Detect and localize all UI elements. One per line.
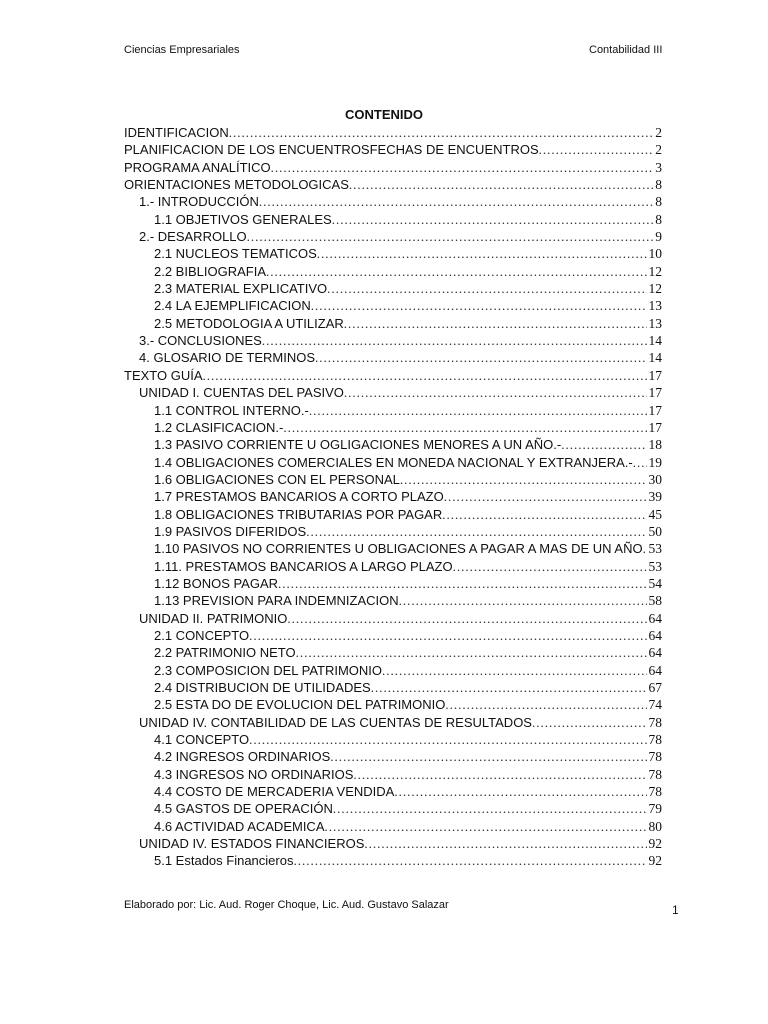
toc-entry-title: PLANIFICACION DE LOS ENCUENTROSFECHAS DE ENCUENTROS <box>124 142 539 158</box>
toc-entry <box>124 748 662 765</box>
page-title: CONTENIDO <box>345 107 423 122</box>
toc-entry-title: 2.5 METODOLOGIA A UTILIZAR <box>154 315 344 331</box>
toc-entry-page: 78 <box>648 766 662 782</box>
toc-entry-page: 78 <box>648 714 662 730</box>
toc-dot-leader <box>442 506 646 523</box>
toc-entry <box>124 662 662 679</box>
toc-entry-title: 1.9 PASIVOS DIFERIDOS <box>154 523 307 539</box>
toc-entry <box>124 228 662 245</box>
toc-entry-title: 1.8 OBLIGACIONES TRIBUTARIAS POR PAGAR <box>154 506 443 522</box>
toc-entry-page: 64 <box>648 627 662 643</box>
toc-entry-page: 53 <box>648 541 662 557</box>
toc-entry <box>124 852 662 869</box>
toc-dot-leader <box>394 783 646 800</box>
toc-entry <box>124 297 662 314</box>
toc-entry <box>124 558 662 575</box>
toc-entry <box>124 349 662 366</box>
toc-entry <box>124 766 662 783</box>
toc-entry-title: 1.1 CONTROL INTERNO.- <box>154 402 309 418</box>
toc-dot-leader <box>344 315 647 332</box>
toc-entry-page: 12 <box>648 263 662 279</box>
toc-entry-title: 1.7 PRESTAMOS BANCARIOS A CORTO PLAZO <box>154 489 444 505</box>
toc-entry-page: 58 <box>648 593 662 609</box>
toc-entry-title: 4. GLOSARIO DE TERMINOS <box>139 350 316 366</box>
toc-entry-title: 2.1 NUCLEOS TEMATICOS <box>154 246 317 262</box>
toc-entry-page: 64 <box>648 645 662 661</box>
toc-dot-leader <box>262 332 647 349</box>
toc-entry <box>124 523 662 540</box>
toc-entry-page: 67 <box>648 680 662 695</box>
toc-entry <box>124 835 662 852</box>
toc-dot-leader <box>539 141 654 158</box>
toc-entry-page: 17 <box>648 385 662 401</box>
toc-entry <box>124 211 662 228</box>
toc-entry <box>124 367 662 384</box>
toc-dot-leader <box>400 471 647 488</box>
toc-dot-leader <box>293 852 646 869</box>
toc-entry-page: 78 <box>648 732 662 748</box>
toc-entry-title: 1.- INTRODUCCIÓN <box>139 194 259 210</box>
toc-entry <box>124 696 662 713</box>
toc-entry-title: 4.4 COSTO DE MERCADERIA VENDIDA <box>154 784 395 800</box>
toc-entry <box>124 193 662 210</box>
toc-entry-title: 4.6 ACTIVIDAD ACADEMICA <box>154 818 325 834</box>
toc-dot-leader <box>330 748 646 765</box>
toc-dot-leader <box>266 263 647 280</box>
toc-entry-title: 2.3 COMPOSICION DEL PATRIMONIO <box>154 662 383 678</box>
toc-entry-title: 1.12 BONOS PAGAR <box>154 575 279 591</box>
toc-entry-title: 3.- CONCLUSIONES <box>139 333 262 349</box>
header-left-text: Ciencias Empresariales <box>124 44 240 56</box>
toc-entry-title: 2.2 BIBLIOGRAFIA <box>154 263 266 279</box>
toc-dot-leader <box>327 280 646 297</box>
toc-entry <box>124 141 662 158</box>
toc-dot-leader <box>445 696 646 713</box>
toc-entry <box>124 124 662 141</box>
toc-entry <box>124 818 662 835</box>
toc-entry-page: 39 <box>648 489 662 505</box>
toc-entry-page: 45 <box>648 506 662 522</box>
toc-entry-page: 8 <box>655 194 662 210</box>
toc-dot-leader <box>333 800 647 817</box>
toc-entry-title: 2.- DESARROLLO <box>139 229 247 245</box>
toc-entry-title: 1.3 PASIVO CORRIENTE U OGLIGACIONES MENORES A UN AÑO.- <box>154 437 562 453</box>
toc-entry-title: 4.2 INGRESOS ORDINARIOS <box>154 749 331 765</box>
toc-dot-leader <box>399 592 647 609</box>
toc-entry-page: 80 <box>648 818 662 834</box>
toc-entry-page: 12 <box>648 281 662 297</box>
toc-entry-page: 53 <box>648 558 662 574</box>
toc-dot-leader <box>259 193 653 210</box>
toc-entry-title: TEXTO GUÍA <box>124 367 203 383</box>
toc-dot-leader <box>317 245 647 262</box>
toc-entry-page: 92 <box>648 836 662 852</box>
toc-entry-page: 2 <box>655 142 662 158</box>
toc-entry-page: 9 <box>655 229 662 245</box>
toc-dot-leader <box>249 627 646 644</box>
toc-entry <box>124 575 662 592</box>
toc-entry-page: 79 <box>648 801 662 817</box>
toc-dot-leader <box>287 610 646 627</box>
toc-entry <box>124 506 662 523</box>
toc-entry <box>124 783 662 800</box>
toc-entry-title: 1.10 PASIVOS NO CORRIENTES U OBLIGACIONES A PAGAR A MAS DE UN AÑO <box>154 541 643 557</box>
toc-entry <box>124 454 662 471</box>
toc-entry <box>124 627 662 644</box>
footer-page-number: 1 <box>672 903 679 917</box>
toc-dot-leader <box>344 384 647 401</box>
toc-entry-page: 2 <box>655 125 662 140</box>
toc-entry-title: 2.4 DISTRIBUCION DE UTILIDADES <box>154 680 371 695</box>
toc-entry-page: 64 <box>648 610 662 626</box>
toc-entry-title: 2.3 MATERIAL EXPLICATIVO <box>154 281 328 297</box>
toc-entry-page: 92 <box>648 853 662 869</box>
footer-author: Elaborado por: Lic. Aud. Roger Choque, Lic. Aud. Gustavo Salazar <box>124 899 449 911</box>
toc-entry <box>124 714 662 731</box>
toc-entry-title: 4.3 INGRESOS NO ORDINARIOS <box>154 766 354 782</box>
toc-dot-leader <box>332 211 654 228</box>
toc-entry-page: 14 <box>648 333 662 349</box>
toc-entry-page: 3 <box>655 159 662 175</box>
toc-dot-leader <box>561 436 646 453</box>
toc-dot-leader <box>315 349 646 366</box>
toc-entry-page: 78 <box>648 749 662 765</box>
toc-dot-leader <box>311 297 647 314</box>
toc-entry-page: 8 <box>655 211 662 227</box>
toc-entry-title: 4.5 GASTOS DE OPERACIÓN <box>154 801 333 817</box>
toc-dot-leader <box>296 644 647 661</box>
toc-entry-title: 2.1 CONCEPTO <box>154 627 250 643</box>
toc-entry <box>124 610 662 627</box>
toc-entry <box>124 402 662 419</box>
toc-entry-page: 17 <box>648 419 662 435</box>
toc-entry <box>124 280 662 297</box>
toc-entry-page: 19 <box>648 454 662 470</box>
toc-entry <box>124 245 662 262</box>
toc-dot-leader <box>382 662 646 679</box>
toc-dot-leader <box>283 419 646 436</box>
toc-entry <box>124 679 662 696</box>
table-of-contents <box>124 124 662 870</box>
toc-entry-title: 5.1 Estados Financieros <box>154 853 294 869</box>
toc-entry <box>124 159 662 176</box>
toc-entry-page: 17 <box>648 402 662 418</box>
toc-entry-page: 54 <box>648 575 662 591</box>
toc-entry <box>124 332 662 349</box>
toc-entry-title: IDENTIFICACION <box>124 125 229 140</box>
toc-entry-page: 50 <box>648 523 662 539</box>
toc-entry-title: 2.4 LA EJEMPLIFICACION <box>154 298 311 314</box>
toc-entry-title: UNIDAD II. PATRIMONIO <box>139 610 288 626</box>
toc-entry-title: PROGRAMA ANALÍTICO <box>124 159 271 175</box>
toc-entry-page: 8 <box>655 177 662 193</box>
toc-entry-title: ORIENTACIONES METODOLOGICAS <box>124 177 349 193</box>
toc-entry-page: 74 <box>648 697 662 713</box>
toc-entry-title: 2.5 ESTA DO DE EVOLUCION DEL PATRIMONIO <box>154 697 446 713</box>
toc-entry-title: UNIDAD IV. ESTADOS FINANCIEROS <box>139 836 365 852</box>
toc-entry-page: 14 <box>648 350 662 366</box>
toc-dot-leader <box>371 679 647 696</box>
toc-entry-page: 13 <box>648 315 662 331</box>
toc-entry <box>124 592 662 609</box>
toc-dot-leader <box>444 488 647 505</box>
toc-entry-title: UNIDAD I. CUENTAS DEL PASIVO <box>139 385 344 401</box>
toc-entry <box>124 263 662 280</box>
toc-entry <box>124 315 662 332</box>
toc-entry-title: 1.1 OBJETIVOS GENERALES <box>154 211 332 227</box>
toc-entry-page: 18 <box>648 437 662 453</box>
toc-entry <box>124 540 662 557</box>
toc-entry-title: 1.4 OBLIGACIONES COMERCIALES EN MONEDA NACIONAL Y EXTRANJERA.- <box>154 454 633 470</box>
toc-entry <box>124 644 662 661</box>
toc-dot-leader <box>306 523 646 540</box>
toc-dot-leader <box>278 575 646 592</box>
toc-dot-leader <box>203 367 647 384</box>
toc-entry <box>124 800 662 817</box>
toc-dot-leader <box>453 558 647 575</box>
toc-entry <box>124 471 662 488</box>
toc-dot-leader <box>309 402 647 419</box>
header-right-text: Contabilidad III <box>589 44 663 56</box>
toc-dot-leader <box>364 835 646 852</box>
toc-dot-leader <box>349 176 653 193</box>
toc-entry-title: UNIDAD IV. CONTABILIDAD DE LAS CUENTAS DE RESULTADOS <box>139 714 532 730</box>
toc-entry-title: 1.2 CLASIFICACION.- <box>154 419 284 435</box>
toc-entry-title: 1.6 OBLIGACIONES CON EL PERSONAL <box>154 471 400 487</box>
toc-entry-page: 13 <box>648 298 662 314</box>
toc-entry-page: 64 <box>648 662 662 678</box>
toc-dot-leader <box>325 818 647 835</box>
toc-entry-title: 1.11. PRESTAMOS BANCARIOS A LARGO PLAZO <box>154 558 453 574</box>
toc-entry <box>124 176 662 193</box>
toc-entry-page: 17 <box>648 367 662 383</box>
toc-entry <box>124 419 662 436</box>
toc-dot-leader <box>532 714 647 731</box>
toc-entry-page: 30 <box>648 471 662 487</box>
toc-entry <box>124 384 662 401</box>
toc-entry-page: 78 <box>648 784 662 800</box>
toc-dot-leader <box>271 159 654 176</box>
toc-entry-title: 1.13 PREVISION PARA INDEMNIZACION <box>154 593 399 609</box>
toc-dot-leader <box>247 228 654 245</box>
toc-entry <box>124 436 662 453</box>
toc-dot-leader <box>633 454 647 471</box>
toc-entry-page: 10 <box>648 246 662 262</box>
toc-entry-title: 4.1 CONCEPTO <box>154 732 250 748</box>
toc-entry <box>124 731 662 748</box>
toc-dot-leader <box>249 731 646 748</box>
toc-entry <box>124 488 662 505</box>
toc-dot-leader <box>353 766 646 783</box>
toc-entry-title: 2.2 PATRIMONIO NETO <box>154 645 296 661</box>
toc-dot-leader <box>229 124 654 141</box>
